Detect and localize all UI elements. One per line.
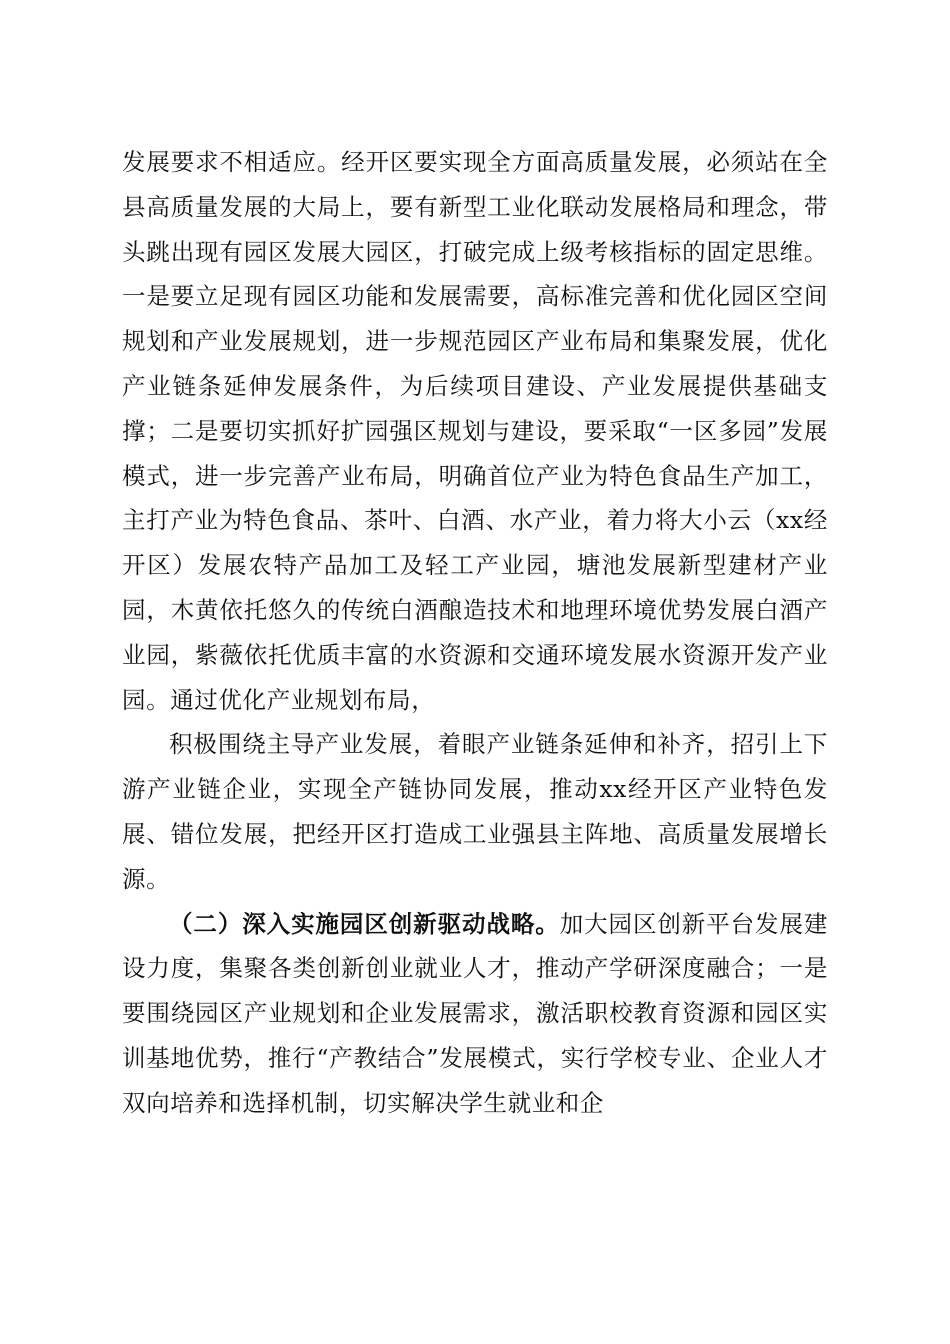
document-body [122, 140, 828, 1126]
paragraph-3 [122, 902, 828, 1126]
paragraph-3-lead: （二）深入实施园区创新驱动战略。 [169, 909, 560, 938]
paragraph-1 [122, 140, 828, 722]
paragraph-1-text: 发展要求不相适应。经开区要实现全方面高质量发展，必须站在全县高质量发展的大局上，要有新型工业化联动发展格局和理念，带头跳出现有园区发展大园区，打破完成上级考核指标的固定思维。一是要立足现有园区功能和发展需要，高标准完善和优化园区空间规划和产业发展规划，进一步规范园区产业布局和集聚发展，优化产业链条延伸发展条件，为后续项目建设、产业发展提供基础支撑；二是要切实抓好扩园强区规划与建设，要采取“一区多园”发展模式，进一步完善产业布局，明确首位产业为特色食品生产加工，主打产业为特色食品、茶叶、白酒、水产业，着力将大小云（xx经开区）发展农特产品加工及轻工产业园，塘池发展新型建材产业园，木黄依托悠久的传统白酒酿造技术和地理环境优势发展白酒产业园，紫薇依托优质丰富的水资源和交通环境发展水资源开发产业园。通过优化产业规划布局， [122, 148, 828, 714]
paragraph-2-text: 积极围绕主导产业发展，着眼产业链条延伸和补齐，招引上下游产业链企业，实现全产链协同发展，推动xx经开区产业特色发展、错位发展，把经开区打造成工业强县主阵地、高质量发展增长源。 [122, 730, 828, 893]
paragraph-3-text: 加大园区创新平台发展建设力度，集聚各类创新创业就业人才，推动产学研深度融合；一是要围绕园区产业规划和企业发展需求，激活职校教育资源和园区实训基地优势，推行“产教结合”发展模式，实行学校专业、企业人才双向培养和选择机制，切实解决学生就业和企 [122, 909, 828, 1117]
paragraph-2 [122, 722, 828, 901]
